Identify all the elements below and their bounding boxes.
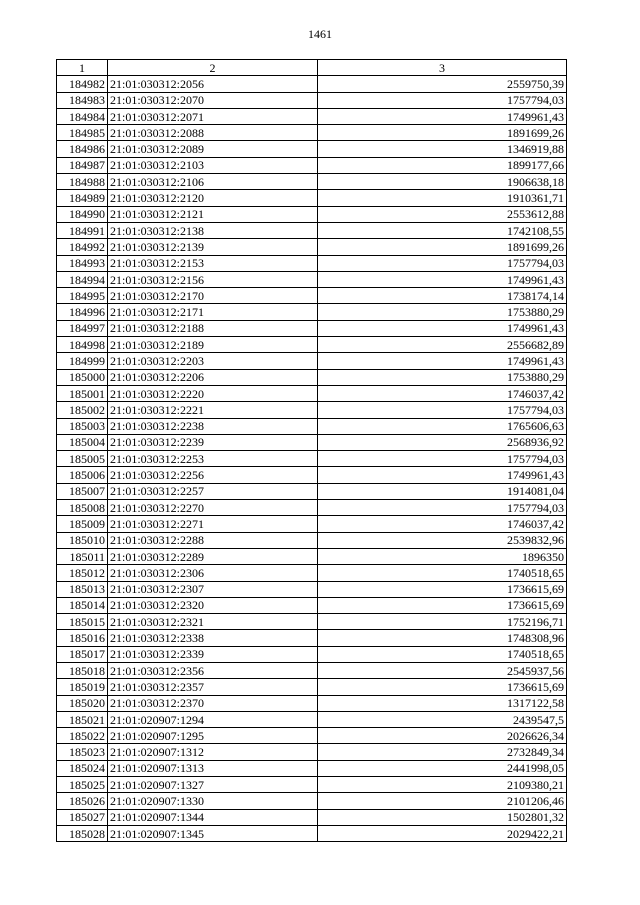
row-number-cell: 185014 (57, 597, 108, 613)
table-row (57, 288, 567, 304)
row-number-cell: 185010 (57, 532, 108, 548)
cadastral-number-cell: 21:01:030312:2189 (108, 337, 318, 353)
cadastral-number-cell: 21:01:020907:1330 (108, 793, 318, 809)
value-cell: 1749961,43 (318, 467, 567, 483)
value-cell: 1736615,69 (318, 581, 567, 597)
table-row (57, 565, 567, 581)
value-cell: 1891699,26 (318, 239, 567, 255)
value-cell: 2026626,34 (318, 728, 567, 744)
value-cell: 1346919,88 (318, 141, 567, 157)
row-number-cell: 185021 (57, 711, 108, 727)
value-cell: 1502801,32 (318, 809, 567, 825)
table-row (57, 614, 567, 630)
row-number-cell: 184991 (57, 222, 108, 238)
cadastral-number-cell: 21:01:030312:2139 (108, 239, 318, 255)
cadastral-number-cell: 21:01:020907:1327 (108, 777, 318, 793)
row-number-cell: 184984 (57, 108, 108, 124)
value-cell: 2545937,56 (318, 662, 567, 678)
table-row (57, 271, 567, 287)
column-header-1: 1 (57, 60, 108, 76)
cadastral-number-cell: 21:01:030312:2156 (108, 271, 318, 287)
row-number-cell: 185025 (57, 777, 108, 793)
row-number-cell: 184990 (57, 206, 108, 222)
table-row (57, 532, 567, 548)
row-number-cell: 185003 (57, 418, 108, 434)
cadastral-number-cell: 21:01:020907:1345 (108, 825, 318, 841)
value-cell: 1752196,71 (318, 614, 567, 630)
value-cell: 1749961,43 (318, 320, 567, 336)
table-row (57, 304, 567, 320)
row-number-cell: 184993 (57, 255, 108, 271)
value-cell: 2568936,92 (318, 434, 567, 450)
row-number-cell: 185005 (57, 451, 108, 467)
cadastral-number-cell: 21:01:030312:2288 (108, 532, 318, 548)
column-header-2: 2 (108, 60, 318, 76)
table-row (57, 174, 567, 190)
cadastral-number-cell: 21:01:030312:2320 (108, 597, 318, 613)
table-row (57, 108, 567, 124)
table-row (57, 141, 567, 157)
table-row (57, 597, 567, 613)
table-row (57, 222, 567, 238)
row-number-cell: 185011 (57, 548, 108, 564)
value-cell: 1757794,03 (318, 451, 567, 467)
table-row (57, 190, 567, 206)
value-cell: 1757794,03 (318, 402, 567, 418)
table-row (57, 500, 567, 516)
cadastral-number-cell: 21:01:030312:2106 (108, 174, 318, 190)
value-cell: 1748308,96 (318, 630, 567, 646)
cadastral-number-cell: 21:01:030312:2307 (108, 581, 318, 597)
value-cell: 1899177,66 (318, 157, 567, 173)
value-cell: 2559750,39 (318, 76, 567, 92)
table-row (57, 679, 567, 695)
value-cell: 1765606,63 (318, 418, 567, 434)
cadastral-number-cell: 21:01:030312:2220 (108, 385, 318, 401)
cadastral-number-cell: 21:01:030312:2221 (108, 402, 318, 418)
row-number-cell: 185008 (57, 500, 108, 516)
row-number-cell: 184999 (57, 353, 108, 369)
value-cell: 1738174,14 (318, 288, 567, 304)
table-row (57, 369, 567, 385)
table-row (57, 467, 567, 483)
table-row (57, 662, 567, 678)
value-cell: 2029422,21 (318, 825, 567, 841)
cadastral-number-cell: 21:01:030312:2289 (108, 548, 318, 564)
value-cell: 2439547,5 (318, 711, 567, 727)
cadastral-number-cell: 21:01:030312:2256 (108, 467, 318, 483)
table-body (57, 76, 567, 842)
value-cell: 1891699,26 (318, 125, 567, 141)
cadastral-number-cell: 21:01:030312:2356 (108, 662, 318, 678)
row-number-cell: 185002 (57, 402, 108, 418)
row-number-cell: 184995 (57, 288, 108, 304)
value-cell: 1914081,04 (318, 483, 567, 499)
cadastral-number-cell: 21:01:030312:2071 (108, 108, 318, 124)
table-row (57, 777, 567, 793)
value-cell: 1757794,03 (318, 255, 567, 271)
row-number-cell: 184998 (57, 337, 108, 353)
data-table (56, 59, 567, 842)
column-header-3: 3 (318, 60, 567, 76)
table-row (57, 695, 567, 711)
row-number-cell: 185019 (57, 679, 108, 695)
value-cell: 2539832,96 (318, 532, 567, 548)
table-row (57, 402, 567, 418)
value-cell: 1749961,43 (318, 271, 567, 287)
table-row (57, 630, 567, 646)
row-number-cell: 185015 (57, 614, 108, 630)
value-cell: 2556682,89 (318, 337, 567, 353)
value-cell: 2441998,05 (318, 760, 567, 776)
value-cell: 1753880,29 (318, 304, 567, 320)
cadastral-number-cell: 21:01:030312:2138 (108, 222, 318, 238)
cadastral-number-cell: 21:01:030312:2170 (108, 288, 318, 304)
row-number-cell: 185026 (57, 793, 108, 809)
row-number-cell: 185007 (57, 483, 108, 499)
row-number-cell: 185027 (57, 809, 108, 825)
table-row (57, 337, 567, 353)
value-cell: 1740518,65 (318, 646, 567, 662)
row-number-cell: 185017 (57, 646, 108, 662)
value-cell: 1910361,71 (318, 190, 567, 206)
row-number-cell: 185022 (57, 728, 108, 744)
table-row (57, 760, 567, 776)
row-number-cell: 184997 (57, 320, 108, 336)
row-number-cell: 184992 (57, 239, 108, 255)
value-cell: 1746037,42 (318, 385, 567, 401)
table-row (57, 125, 567, 141)
row-number-cell: 185009 (57, 516, 108, 532)
cadastral-number-cell: 21:01:030312:2339 (108, 646, 318, 662)
table-row (57, 646, 567, 662)
cadastral-number-cell: 21:01:030312:2203 (108, 353, 318, 369)
cadastral-number-cell: 21:01:020907:1295 (108, 728, 318, 744)
cadastral-number-cell: 21:01:020907:1344 (108, 809, 318, 825)
value-cell: 1757794,03 (318, 92, 567, 108)
row-number-cell: 185018 (57, 662, 108, 678)
table-row (57, 418, 567, 434)
table-row (57, 581, 567, 597)
table-row (57, 809, 567, 825)
cadastral-number-cell: 21:01:030312:2253 (108, 451, 318, 467)
value-cell: 1757794,03 (318, 500, 567, 516)
row-number-cell: 185000 (57, 369, 108, 385)
value-cell: 1746037,42 (318, 516, 567, 532)
cadastral-number-cell: 21:01:030312:2306 (108, 565, 318, 581)
row-number-cell: 184988 (57, 174, 108, 190)
cadastral-number-cell: 21:01:030312:2188 (108, 320, 318, 336)
cadastral-number-cell: 21:01:030312:2056 (108, 76, 318, 92)
cadastral-number-cell: 21:01:030312:2206 (108, 369, 318, 385)
cadastral-number-cell: 21:01:030312:2239 (108, 434, 318, 450)
value-cell: 2101206,46 (318, 793, 567, 809)
row-number-cell: 184983 (57, 92, 108, 108)
table-row (57, 548, 567, 564)
cadastral-number-cell: 21:01:030312:2338 (108, 630, 318, 646)
table-row (57, 434, 567, 450)
cadastral-number-cell: 21:01:030312:2070 (108, 92, 318, 108)
table-row (57, 255, 567, 271)
value-cell: 2553612,88 (318, 206, 567, 222)
row-number-cell: 184987 (57, 157, 108, 173)
table-row (57, 206, 567, 222)
row-number-cell: 185016 (57, 630, 108, 646)
value-cell: 1736615,69 (318, 597, 567, 613)
row-number-cell: 185006 (57, 467, 108, 483)
table-row (57, 76, 567, 92)
value-cell: 1749961,43 (318, 353, 567, 369)
row-number-cell: 185004 (57, 434, 108, 450)
page-number: 1461 (308, 27, 332, 41)
cadastral-number-cell: 21:01:020907:1294 (108, 711, 318, 727)
value-cell: 1317122,58 (318, 695, 567, 711)
cadastral-number-cell: 21:01:030312:2257 (108, 483, 318, 499)
cadastral-number-cell: 21:01:030312:2270 (108, 500, 318, 516)
cadastral-number-cell: 21:01:030312:2089 (108, 141, 318, 157)
table-row (57, 385, 567, 401)
row-number-cell: 185013 (57, 581, 108, 597)
cadastral-number-cell: 21:01:030312:2357 (108, 679, 318, 695)
cadastral-number-cell: 21:01:030312:2153 (108, 255, 318, 271)
cadastral-number-cell: 21:01:030312:2370 (108, 695, 318, 711)
value-cell: 1749961,43 (318, 108, 567, 124)
table-row (57, 793, 567, 809)
table-row (57, 516, 567, 532)
row-number-cell: 184985 (57, 125, 108, 141)
cadastral-number-cell: 21:01:030312:2103 (108, 157, 318, 173)
row-number-cell: 185001 (57, 385, 108, 401)
cadastral-number-cell: 21:01:020907:1313 (108, 760, 318, 776)
value-cell: 1742108,55 (318, 222, 567, 238)
row-number-cell: 184989 (57, 190, 108, 206)
cadastral-number-cell: 21:01:030312:2120 (108, 190, 318, 206)
table-row (57, 483, 567, 499)
row-number-cell: 184982 (57, 76, 108, 92)
table-row (57, 157, 567, 173)
table-row (57, 353, 567, 369)
cadastral-number-cell: 21:01:020907:1312 (108, 744, 318, 760)
row-number-cell: 184994 (57, 271, 108, 287)
cadastral-number-cell: 21:01:030312:2271 (108, 516, 318, 532)
row-number-cell: 185024 (57, 760, 108, 776)
value-cell: 1896350 (318, 548, 567, 564)
value-cell: 2732849,34 (318, 744, 567, 760)
cadastral-number-cell: 21:01:030312:2238 (108, 418, 318, 434)
row-number-cell: 185023 (57, 744, 108, 760)
table-row (57, 711, 567, 727)
value-cell: 2109380,21 (318, 777, 567, 793)
row-number-cell: 184986 (57, 141, 108, 157)
row-number-cell: 184996 (57, 304, 108, 320)
table-row (57, 825, 567, 841)
header-row (57, 60, 567, 76)
value-cell: 1736615,69 (318, 679, 567, 695)
row-number-cell: 185020 (57, 695, 108, 711)
row-number-cell: 185012 (57, 565, 108, 581)
row-number-cell: 185028 (57, 825, 108, 841)
value-cell: 1740518,65 (318, 565, 567, 581)
cadastral-number-cell: 21:01:030312:2321 (108, 614, 318, 630)
table-row (57, 744, 567, 760)
table-row (57, 320, 567, 336)
cadastral-number-cell: 21:01:030312:2171 (108, 304, 318, 320)
cadastral-number-cell: 21:01:030312:2121 (108, 206, 318, 222)
cadastral-number-cell: 21:01:030312:2088 (108, 125, 318, 141)
value-cell: 1753880,29 (318, 369, 567, 385)
value-cell: 1906638,18 (318, 174, 567, 190)
table-row (57, 92, 567, 108)
table-row (57, 451, 567, 467)
table-row (57, 728, 567, 744)
table-row (57, 239, 567, 255)
